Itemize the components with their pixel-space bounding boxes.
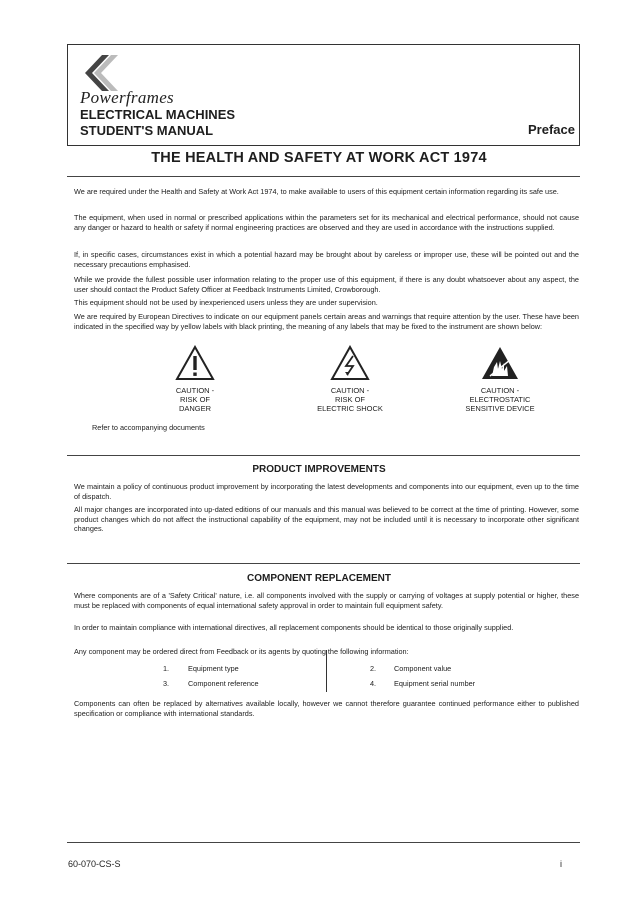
symbol-esd-line-3: SENSITIVE DEVICE bbox=[465, 404, 535, 413]
list-item-2-number: 2. bbox=[370, 664, 377, 673]
series-line-1: ELECTRICAL MACHINES bbox=[80, 107, 236, 122]
title-divider bbox=[67, 176, 580, 177]
product-paragraph-1: We maintain a policy of continuous product improvement by incorporating the latest developments and components into our equipment, even up to the time of dispatch. bbox=[74, 482, 579, 501]
section-divider-1 bbox=[67, 455, 580, 456]
symbol-danger-line-2: RISK OF bbox=[179, 395, 210, 404]
component-paragraph-3: Any component may be ordered direct from Feedback or its agents by quoting the following information: bbox=[74, 647, 409, 656]
list-item-3-text: Component reference bbox=[188, 679, 259, 688]
section-divider-2 bbox=[67, 563, 580, 564]
intro-paragraph-4: While we provide the fullest possible user information relating to the proper use of this equipment, if there is any doubt whatsoever about any aspect, the user should contact the Product Safety Officer at Feedback Instruments Limited, Crowborough. bbox=[74, 275, 579, 294]
section-label: Preface bbox=[528, 122, 575, 137]
list-item-2-text: Component value bbox=[394, 664, 452, 673]
symbol-danger-line-3: DANGER bbox=[178, 404, 212, 413]
exclamation-triangle-icon bbox=[175, 345, 215, 381]
component-paragraph-2: In order to maintain compliance with international directives, all replacement components should be identical to those originally supplied. bbox=[74, 623, 514, 632]
list-item-3-number: 3. bbox=[163, 679, 170, 688]
component-replacement-heading: COMPONENT REPLACEMENT bbox=[247, 573, 391, 584]
lightning-triangle-icon bbox=[330, 345, 370, 381]
component-paragraph-1: Where components are of a 'Safety Critical' nature, i.e. all components involved with the supply or carrying of voltages at supply potential or higher, these must be replaced with components of equal international safety approval in order to maintain full equipment safety. bbox=[74, 591, 579, 610]
list-divider bbox=[326, 650, 327, 692]
product-improvements-heading: PRODUCT IMPROVEMENTS bbox=[252, 464, 386, 475]
list-item-1-number: 1. bbox=[163, 664, 170, 673]
feedback-chevron-logo-icon bbox=[78, 53, 128, 93]
document-code: 60-070-CS-S bbox=[68, 859, 121, 869]
intro-paragraph-5: This equipment should not be used by inexperienced users unless they are under supervision. bbox=[74, 298, 378, 307]
brand-name: Powerframes bbox=[80, 88, 174, 107]
list-item-4-text: Equipment serial number bbox=[394, 679, 476, 688]
list-item-4-number: 4. bbox=[370, 679, 377, 688]
page-title: THE HEALTH AND SAFETY AT WORK ACT 1974 bbox=[151, 150, 487, 166]
symbol-esd-line-2: ELECTROSTATIC bbox=[469, 395, 531, 404]
list-item-1-text: Equipment type bbox=[188, 664, 239, 673]
intro-paragraph-1: We are required under the Health and Safety at Work Act 1974, to make available to users of this equipment certain information regarding its safe use. bbox=[74, 187, 559, 196]
series-line-2: STUDENT'S MANUAL bbox=[80, 123, 214, 138]
symbol-electrostatic bbox=[440, 345, 560, 413]
symbol-esd-line-1: CAUTION - bbox=[480, 386, 520, 395]
component-closing-paragraph: Components can often be replaced by alternatives available locally, however we cannot therefore guarantee continued performance either to published specification or compliance with international standards. bbox=[74, 699, 579, 718]
header-box bbox=[67, 44, 580, 146]
symbol-danger bbox=[150, 345, 240, 413]
symbol-danger-line-1: CAUTION - bbox=[175, 386, 215, 395]
manual-series bbox=[80, 107, 235, 139]
intro-paragraph-3: If, in specific cases, circumstances exist in which a potential hazard may be brought about by careless or improper use, these will be pointed out and the necessary precautions emphasised. bbox=[74, 250, 579, 269]
product-paragraph-2: All major changes are incorporated into up-dated editions of our manuals and this manual was believed to be correct at the time of printing. However, some product changes which do not affect the instructional capability of the equipment, may not be included until it is necessary to incorporate other significant changes. bbox=[74, 505, 579, 534]
symbol-shock-line-2: RISK OF bbox=[334, 395, 365, 404]
esd-hand-triangle-icon bbox=[480, 345, 520, 381]
page-number: i bbox=[560, 859, 562, 869]
symbol-electric-shock bbox=[300, 345, 400, 413]
refer-note: Refer to accompanying documents bbox=[92, 423, 205, 432]
footer-divider bbox=[67, 842, 580, 843]
symbol-shock-line-3: ELECTRIC SHOCK bbox=[317, 404, 383, 413]
intro-paragraph-2: The equipment, when used in normal or prescribed applications within the parameters set for its mechanical and electrical performance, should not cause any danger or hazard to health or safety if normal engineering practices are observed and they are used in accordance with the instructions supplied. bbox=[74, 213, 579, 232]
symbol-shock-line-1: CAUTION - bbox=[330, 386, 370, 395]
intro-paragraph-6: We are required by European Directives to indicate on our equipment panels certain areas and warnings that require attention by the user. These have been indicated in the specified way by yellow labels with black printing, the meaning of any labels that may be fixed to the instrument are shown below: bbox=[74, 312, 579, 331]
